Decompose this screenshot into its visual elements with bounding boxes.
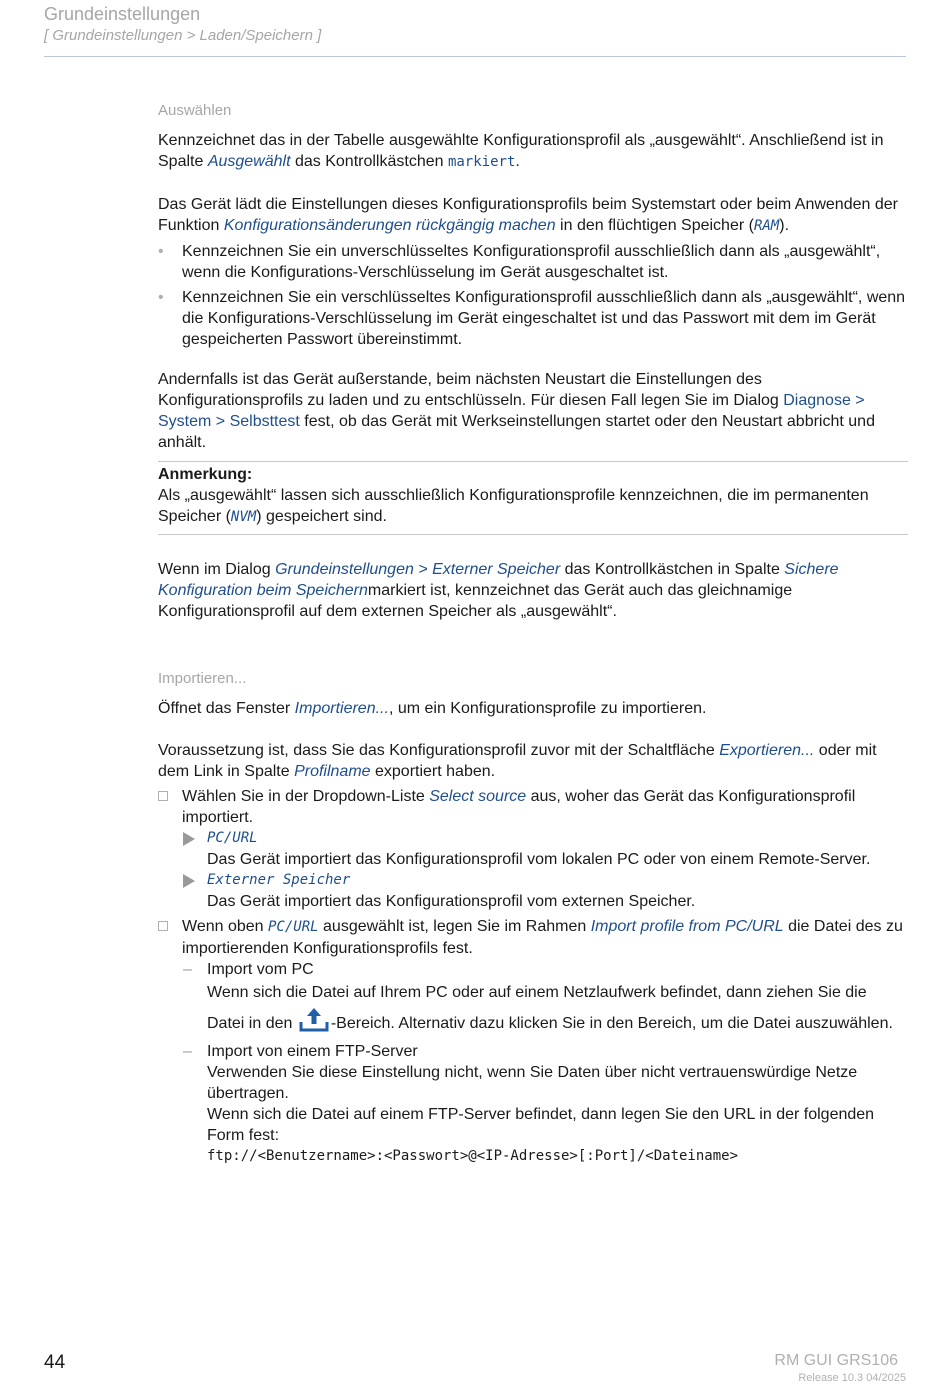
checkbox-bullet-icon — [158, 921, 168, 931]
option-item — [182, 828, 908, 870]
text: Wenn im Dialog — [158, 561, 276, 578]
checkbox-bullet-icon — [158, 791, 168, 801]
sub-option-description: Wenn sich die Datei auf einem FTP-Server befindet, dann legen Sie den URL in der folgenden Form fest: — [207, 1106, 875, 1144]
text: Voraussetzung ist, dass Sie das Konfigurationsprofil zuvor mit der Schaltfläche — [158, 742, 720, 759]
text: oder mit dem Link in Spalte — [158, 742, 877, 780]
ref-select-source: Select source — [429, 788, 527, 805]
ftp-url-format: ftp://<Benutzername>:<Passwort>@<IP-Adresse>[:Port]/<Dateiname> — [207, 1148, 739, 1164]
text: das Kontrollkästchen — [290, 153, 448, 170]
sub-option-item — [182, 1041, 908, 1167]
option-description: Das Gerät importiert das Konfigurationsprofil vom externen Speicher. — [207, 893, 696, 910]
triangle-bullet-icon — [183, 874, 195, 888]
list-item-text: Kennzeichnen Sie ein verschlüsseltes Konfigurationsprofil ausschließlich dann als „ausgewählt“, wenn die Konfigurations-Verschlüsselung im Gerät eingeschaltet ist und das Passwort mit dem im Gerät gespeicherten Passwort übereinstimmt. — [182, 289, 906, 348]
header-divider — [44, 56, 906, 57]
ref-pc-url: PC/URL — [268, 919, 319, 935]
sub-option-title: Import von einem FTP-Server — [207, 1043, 418, 1060]
list-item — [158, 287, 908, 350]
text: -Bereich. Alternativ dazu klicken Sie in den Bereich, um die Datei auszuwählen. — [330, 1015, 893, 1032]
page-number: 44 — [44, 1352, 66, 1373]
ref-export-button: Exportieren... — [719, 742, 815, 759]
text: , um ein Konfigurationsprofile zu importieren. — [388, 700, 707, 717]
footer-document-name: RM GUI GRS106 — [774, 1352, 898, 1369]
import-paragraph-2 — [158, 740, 908, 782]
text: Wählen Sie in der Dropdown-Liste — [182, 788, 430, 805]
select-paragraph-2 — [158, 194, 908, 237]
text: ausgewählt ist, legen Sie im Rahmen — [318, 918, 591, 935]
text: Öffnet das Fenster — [158, 700, 295, 717]
import-paragraph-1 — [158, 698, 908, 719]
section-label-import: Importieren... — [158, 670, 247, 687]
text: ). — [779, 217, 790, 234]
page-content — [158, 100, 908, 1167]
text: Wenn sich die Datei auf Ihrem PC oder auf einem Netzlaufwerk befindet, dann ziehen Sie die Datei in den — [207, 984, 867, 1032]
sub-option-title: Import vom PC — [207, 961, 314, 978]
note-text — [158, 485, 908, 528]
step-item — [158, 786, 908, 912]
list-item — [158, 241, 908, 283]
text: aus, woher das Gerät das Konfigurationsprofil importiert. — [182, 788, 856, 826]
note-box — [158, 461, 908, 535]
ref-import-window: Importieren... — [294, 700, 389, 717]
footer-release: Release 10.3 04/2025 — [798, 1372, 906, 1384]
bullet-icon: • — [158, 243, 164, 260]
text: das Kontrollkästchen in Spalte — [560, 561, 785, 578]
ref-import-from-pc-url: Import profile from PC/URL — [590, 918, 784, 935]
upload-icon — [299, 1006, 329, 1041]
bullet-icon: • — [158, 289, 164, 306]
sub-option-description — [207, 980, 908, 1041]
sub-option-item — [182, 959, 908, 1041]
section-label-select: Auswählen — [158, 102, 232, 119]
select-paragraph-3 — [158, 369, 908, 453]
option-name: PC/URL — [207, 830, 258, 846]
option-description: Das Gerät importiert das Konfigurationsprofil vom lokalen PC oder von einem Remote-Server. — [207, 851, 871, 868]
ref-nvm: NVM — [230, 509, 257, 525]
option-name: Externer Speicher — [207, 872, 351, 888]
text: Kennzeichnet das in der Tabelle ausgewählte Konfigurationsprofil als „ausgewählt“. Anschließend ist in Spalte — [158, 132, 884, 170]
text: Andernfalls ist das Gerät außerstande, beim nächsten Neustart die Einstellungen des Konfigurationsprofils zu laden und zu entschlüsseln. Für diesen Fall legen Sie im Dialog — [158, 371, 784, 409]
ref-checked-value: markiert — [447, 154, 516, 170]
text: exportiert haben. — [370, 763, 496, 780]
note-title: Anmerkung: — [158, 466, 253, 483]
ref-ram: RAM — [753, 218, 780, 234]
text: die Datei des zu importierenden Konfigurationsprofils fest. — [182, 918, 903, 957]
text: . — [515, 153, 520, 170]
triangle-bullet-icon — [183, 832, 195, 846]
sub-option-description: Verwenden Sie diese Einstellung nicht, wenn Sie Daten über nicht vertrauenswürdige Netze übertragen. — [207, 1064, 858, 1102]
select-paragraph-1 — [158, 130, 908, 173]
running-header-title: Grundeinstellungen — [44, 4, 201, 24]
option-item — [182, 870, 908, 912]
ref-save-config-column: Sichere Konfiguration beim Speichern — [158, 561, 839, 599]
text: ) gespeichert sind. — [256, 508, 387, 525]
text: in den flüchtigen Speicher ( — [555, 217, 754, 234]
dash-bullet-icon: – — [183, 1043, 192, 1060]
ref-selected-column: Ausgewählt — [207, 153, 291, 170]
text: markiert ist, kennzeichnet das Gerät auch das gleichnamige Konfigurationsprofil auf dem externen Speicher als „ausgewählt“. — [158, 582, 793, 620]
dash-bullet-icon: – — [183, 961, 192, 978]
running-header-breadcrumb: [ Grundeinstellungen > Laden/Speichern ] — [44, 27, 322, 44]
ref-external-memory-dialog: Grundeinstellungen > Externer Speicher — [275, 561, 561, 578]
step-item — [158, 916, 908, 1167]
list-item-text: Kennzeichnen Sie ein unverschlüsseltes Konfigurationsprofil ausschließlich dann als „ausgewählt“, wenn die Konfigurations-Verschlüsselung im Gerät ausgeschaltet ist. — [182, 243, 881, 281]
text: Das Gerät lädt die Einstellungen dieses Konfigurationsprofils beim Systemstart oder beim Anwenden der Funktion — [158, 196, 898, 234]
select-paragraph-4 — [158, 559, 908, 622]
ref-undo-config-changes: Konfigurationsänderungen rückgängig machen — [223, 217, 556, 234]
text: fest, ob das Gerät mit Werkseinstellungen startet oder den Neustart abbricht und anhält. — [158, 413, 875, 451]
ref-profile-name-column: Profilname — [294, 763, 371, 780]
ref-diagnose-selftest: Diagnose > System > Selbsttest — [158, 392, 865, 430]
text: Wenn oben — [182, 918, 268, 935]
text: Als „ausgewählt“ lassen sich ausschließlich Konfigurationsprofile kennzeichnen, die im permanenten Speicher ( — [158, 487, 869, 525]
